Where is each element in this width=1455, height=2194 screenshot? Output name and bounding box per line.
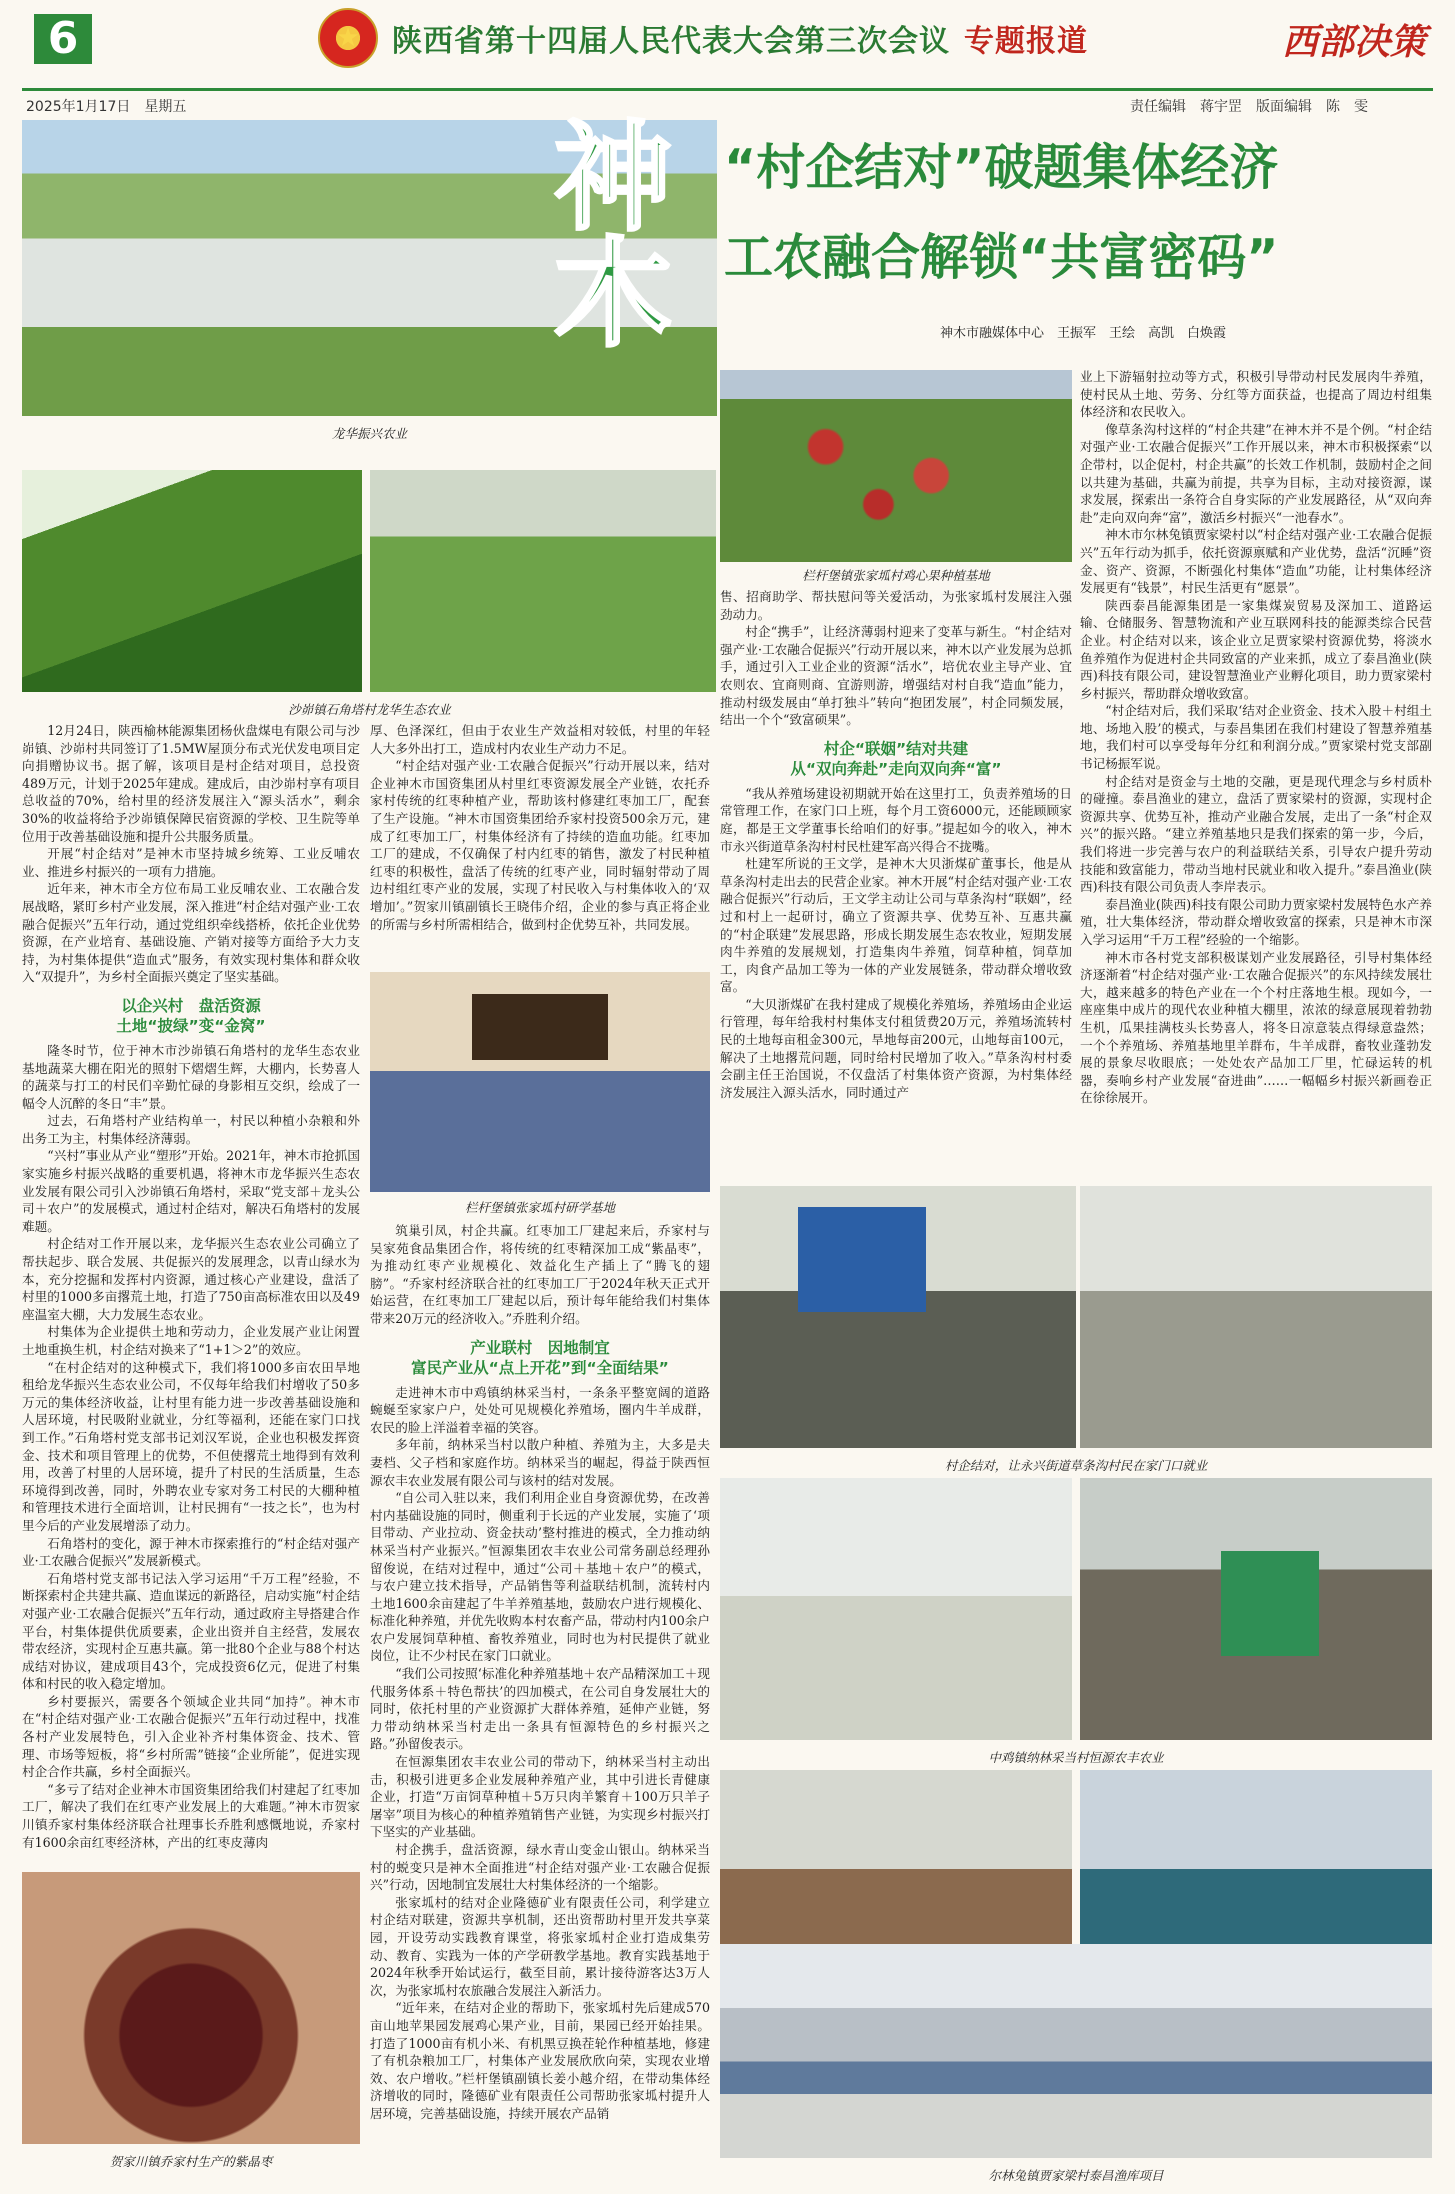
subheading-3: 村企“联姻”结对共建 从“双向奔赴”走向双向奔“富” [790,739,1002,778]
headline-char-mu: 木 [553,225,672,363]
paragraph: “近年来，在结对企业的帮助下，张家坬村先后建成570亩山地苹果园发展鸡心果产业，目前，果园已经开始挂果。打造了1000亩有机小米、有机黑豆换茬轮作种植基地，修建了有机杂粮加工厂，村集体产业发展欣欣向荣，实现农业增效、农户增收。”栏杆堡镇副镇长姜小越介绍，在带动集体经济增收的同时，隆德矿业有限责任公司帮助张家坬村提升人居环境，完善基础设施，持续开展农产品销 [370,2000,710,2121]
paragraph: “自公司入驻以来，我们利用企业自身资源优势，在改善村内基础设施的同时，侧重利于长远的产业发展，实施了‘项目带动、产业拉动、资金扶动’整村推进的模式，全力推动纳林采当村产业振兴。”恒源集团农丰农业公司常务副总经理孙留俊说，在结对过程中，通过“公司＋基地＋农户”的模式，与农户建立技术指导，产品销售等利益联结机制，流转村内土地1600余亩建起了牛羊养殖基地，鼓励农户进行规模化、标准化种养殖，并优先收购本村农畜产品，带动村内100余户农户发展饲草种植、畜牧养殖业，同时也为村民提供了就业岗位，让不少村民在家门口就业。 [370,1490,710,1664]
paragraph: “我们公司按照‘标准化种养殖基地＋农产品精深加工＋现代服务体系＋特色帮扶’的四加模式，在公司自身发展壮大的同时，依托村里的产业资源扩大群体养殖，延伸产业链，努力带动纳林采当村走出一条具有恒源特色的乡村振兴之路。”孙留俊表示。 [370,1666,710,1752]
special-report-label: 专题报道 [964,24,1088,59]
tractor-photo [720,1186,1076,1448]
paragraph: “村企结对后，我们采取‘结对企业资金、技术入股＋村组土地、场地入股’的模式，与泰昌集团在我们村建设了智慧养殖基地，我们村可以享受每年分红和利润分成。”贾家梁村党支部副书记杨振军说。 [1080,703,1432,772]
paragraph: “多亏了结对企业神木市国资集团给我们村建起了红枣加工厂，解决了我们在红枣产业发展上的大难题。”神木市贺家川镇乔家村集体经济联合社理事长乔胜利感慨地说，乔家村有1600余亩红枣经济林，产出的红枣皮薄肉 [22,1781,360,1850]
farm-caption: 龙华振兴农业 [331,426,407,441]
paragraph: 售、招商助学、帮扶慰问等关爱活动，为张家坬村发展注入强劲动力。 [720,589,1072,622]
paragraph: “在村企结对的这种模式下，我们将1000多亩农田旱地租给龙华振兴生态农业公司，不仅每年给我们村增收了50多万元的集体经济收益，让村里有能力进一步改善基础设施和人居环境，村民吸附业就业，分红等福利，还能在家门口找到工作。”石角塔村党支部书记刘汉军说，企业也积极发挥资金、技术和项目管理上的优势，不但使撂荒土地得到有效利用，改善了村里的人居环境，提升了村民的生活质量，生态环境得到改善，同时，外聘农业专家对务工村民的大棚种植和管理技术进行全面培训，让村民拥有“一技之长”，也为村里今后的产业发展增添了动力。 [22,1359,360,1533]
subheading-2: 产业联村 因地制宜 富民产业从“点上开花”到“全面结果” [411,1338,669,1377]
paragraph: 杜建军所说的王文学，是神木大贝浙煤矿董事长，他是从草条沟村走出去的民营企业家。神木开展“村企结对强产业·工农融合促振兴”行动后，王文学主动让公司与草条沟村“联姻”，经过和村上一起研讨，确立了资源共享、优势互补、互惠共赢的“村企联建”发展思路，形成长期发展生态农牧业，短期发展肉牛养殖的发展规划，打造集肉牛养殖，饲草种植，饲草加工，肉食产品加工等为一体的产业发展链条，带动群众增收致富。 [720,856,1072,995]
section-title: 陕西省第十四届人民代表大会第三次会议 专题报道 [392,24,1088,59]
jujube-photo [22,1872,360,2144]
page-number: 6 [34,14,92,64]
paragraph: 走进神木市中鸡镇纳林采当村，一条条平整宽阔的道路蜿蜒至家家户户，处处可见规模化养殖场，圈内牛羊成群，农民的脸上洋溢着幸福的笑容。 [370,1384,710,1435]
paragraph: 在恒源集团农丰农业公司的带动下，纳林采当村主动出击，积极引进更多企业发展种养殖产业，其中引进长青健康企业，打造“万亩饲草种植＋5万只肉羊繁育＋100万只羊子屠宰”项目为核心的种植养殖销售产业链，为实现乡村振兴打下坚实的产业基础。 [370,1754,710,1840]
paragraph: 陕西泰昌能源集团是一家集煤炭贸易及深加工、道路运输、仓储服务、智慧物流和产业互联网科技的能源类综合民营企业。村企结对以来，该企业立足贾家梁村资源优势，将淡水鱼养殖作为促进村企共同致富的产业来抓，成立了泰昌渔业(陕西)科技有限公司，建设智慧渔业产业孵化项目，助力贾家梁村乡村振兴，帮助群众增收致富。 [1080,597,1432,701]
greenhouse-photo [370,470,716,692]
worker-photo [1080,1186,1432,1448]
paragraph: 像草条沟村这样的“村企共建”在神木并不是个例。“村企结对强产业·工农融合促振兴”工作开展以来，神木市积极探索“以企带村，以企促村，村企共赢”的长效工作机制，鼓励村企之间以共建为基础，共赢为前提，共享为目标，主动对接资源，谋求发展，探索出一条符合自身实际的产业发展路径，从“双向奔赴”走向双向奔“富”，激活乡村振兴“一池春水”。 [1080,421,1432,525]
paragraph: 近年来，神木市全方位布局工业反哺农业、工农融合发展战略，紧盯乡村产业发展，深入推进“村企结对强产业·工农融合促振兴”五年行动，通过党组织牵线搭桥，依托企业优势资源，在产业培育、基础设施、产销对接等方面给予大力支持，为村集体提供“造血式”服务，有效实现村集体和群众收入“双提升”，为乡村全面振兴奠定了坚实基础。 [22,881,360,985]
pepper-caption: 沙峁镇石角塔村龙华生态农业 [288,702,451,717]
apple-caption: 栏杆堡镇张家坬村鸡心果种植基地 [802,568,990,583]
newspaper-masthead: 西部决策 [1282,21,1427,63]
paragraph: 乡村要振兴，需要各个领域企业共同“加持”。神木市在“村企结对强产业·工农融合促振兴”五年行动过程中，找准各村产业发展特色，引入企业补齐村集体资金、技术、管理、市场等短板，将“乡村所需”链接“企业所能”，促进实现村企合作共赢，乡村全面振兴。 [22,1693,360,1780]
paragraph: 石角塔村的变化，源于神木市探索推行的“村企结对强产业·工农融合促振兴”发展新模式。 [22,1535,360,1569]
aerial-photo [720,1944,1432,2158]
paragraph: 神木市各村党支部积极谋划产业发展路径，引导村集体经济逐渐着“村企结对强产业·工农融合促振兴”的东风持续发展壮大，越来越多的特色产业在一个个村庄落地生根。现如今，一座座集中成片的现代农业种植大棚里，浓浓的绿意展现着勃勃生机，瓜果挂满枝头长势喜人，将冬日凉意装点得绿意盎然；一个个养殖场、养殖基地里羊群布，牛羊成群，畜牧业蓬勃发展的景象尽收眼底；一处处农产品加工厂里，忙碌运转的机器，奏响乡村产业发展“奋进曲”……一幅幅乡村振兴新画卷正在徐徐展开。 [1080,949,1432,1106]
paragraph: 业上下游辐射拉动等方式，积极引导带动村民发展肉牛养殖，使村民从土地、劳务、分红等方面获益，也提高了周边村组集体经济和农民收入。 [1080,369,1432,420]
barn-caption: 中鸡镇纳林采当村恒源农丰农业 [988,1750,1164,1765]
livestock-barn-photo [720,1478,1072,1740]
aerial-caption: 尔林兔镇贾家梁村泰昌渔库项目 [988,2168,1164,2183]
pepper-photo [22,470,362,692]
article-column-1 [22,722,360,1862]
paragraph: 石角塔村党支部书记法入学习运用“千万工程”经验，不断探索村企共建共赢、造血谋远的新路径，启动实施“村企结对强产业·工农融合促振兴”五年行动，通过政府主导搭建合作平台，村集体提供优质要素，企业出资并自主经营，发展农带农经济，实现村企互惠共赢。第一批80个企业与88个村达成结对协议，建成项目43个，完成投资6亿元，促进了村集体和村民的收入稳定增加。 [22,1570,360,1692]
paragraph: 村集体为企业提供土地和劳动力，企业发展产业让闲置土地重换生机，村企结对换来了“1+1＞2”的效应。 [22,1324,360,1357]
article-column-4 [1080,368,1432,1178]
article-column-2-top [370,722,710,970]
paragraph: 村企携手，盘活资源，绿水青山变金山银山。纳林采当村的蜕变只是神木全面推进“村企结对强产业·工农融合促振兴”行动，因地制宜发展壮大村集体经济的一个缩影。 [370,1842,710,1893]
issue-date: 2025年1月17日 星期五 [26,99,187,115]
jujube-caption: 贺家川镇乔家村生产的紫晶枣 [109,2154,273,2169]
paragraph: 村企结对工作开展以来，龙华振兴生态农业公司确立了帮扶起步、联合发展、共促振兴的发展理念，以青山绿水为本，充分挖掘和发挥村内资源，通过核心产业建设，盘活了村里的1000多亩撂荒土地，打造了750亩高标准农田以及49座温室大棚，大力发展生态农业。 [22,1236,360,1322]
byline: 神木市融媒体中心 王振军 王绘 高凯 白焕霞 [940,326,1227,341]
feed-tractor-photo [1080,1478,1432,1740]
paragraph: “大贝浙煤矿在我村建成了规模化养殖场，养殖场由企业运行管理，每年给我村村集体支付租赁费20万元，养殖场流转村民的土地每亩租金300元，旱地每亩200元，山地每亩100元，解决了土地撂荒问题，同时给村民增加了收入。”草条沟村村委会副主任王治国说，不仅盘活了村集体资产资源，为村集体经济发展注入源头活水，同时通过产 [720,996,1072,1100]
paragraph: “村企结对强产业·工农融合促振兴”行动开展以来，结对企业神木市国资集团从村里红枣资源发展全产业链，农托乔家村传统的红枣种植产业，帮助该村修建红枣加工厂，配套了生产设施。“神木市国资集团给乔家村投资500余万元，建成了红枣加工厂，村集体经济有了持续的造血功能。红枣加工厂的建成，不仅确保了村内红枣的销售，激发了村民种植红枣的积极性，盘活了传统的红枣产业，同时辐射带动了周边村组红枣产业的发展，实现了村民收入与村集体收入的‘双增加’。”贺家川镇副镇长王晓伟介绍，企业的参与真正将企业的所需与乡村所需相结合，做到村企优势互补，共同发展。 [370,758,710,932]
tractor-caption: 村企结对，让永兴街道草条沟村民在家门口就业 [944,1458,1208,1473]
headline-line1: “村企结对”破题集体经济 [724,139,1279,196]
article-column-3 [720,588,1072,1178]
paragraph: 隆冬时节，位于神木市沙峁镇石角塔村的龙华生态农业基地蔬菜大棚在阳光的照射下熠熠生辉，大棚内，长势喜人的蔬菜与打工的村民们辛勤忙碌的身影相互交织，绘成了一幅令人沉醉的冬日“丰”景。 [22,1042,360,1111]
headline-line2: 工农融合解锁“共富密码” [724,229,1279,286]
paragraph: 厚、色泽深红，但由于农业生产效益相对较低，村里的年轻人大多外出打工，造成村内农业生产动力不足。 [370,723,710,756]
study-base-caption: 栏杆堡镇张家坬村研学基地 [464,1200,615,1215]
paragraph: 多年前，纳林采当村以散户种植、养殖为主，大多是夫妻档、父子档和家庭作坊。纳林采当的崛起，得益于陕西恒源农丰农业发展有限公司与该村的结对发展。 [370,1437,710,1488]
paragraph: 筑巢引凤，村企共赢。红枣加工厂建起来后，乔家村与吴家苑食品集团合作，将传统的红枣精深加工成“紫晶枣”，为推动红枣产业规模化、效益化生产插上了“腾飞的翅膀”。“乔家村经济联合社的红枣加工厂于2024年秋天正式开始运营，在红枣加工厂建起以后，预计每年能给我们村集体带来20万元的经济收入。”乔胜利介绍。 [370,1223,710,1326]
paragraph: 泰昌渔业(陕西)科技有限公司助力贾家梁村发展特色水产养殖，壮大集体经济，带动群众增收致富的探索，只是神木市深入学习运用“千万工程”经验的一个缩影。 [1080,896,1432,947]
paragraph: “兴村”事业从产业“塑形”开始。2021年，神木市抢抓国家实施乡村振兴战略的重要机遇，将神木市龙华振兴生态农业发展有限公司引入沙峁镇石角塔村，采取“党支部＋龙头公司＋农户”的发展模式，通过村企结对，解决石角塔村的发展难题。 [22,1148,360,1234]
paragraph: 开展“村企结对”是神木市坚持城乡统筹、工业反哺农业、推进乡村振兴的一项有力措施。 [22,846,360,879]
editor-credits: 责任编辑 蒋宇罡 版面编辑 陈 雯 [1130,99,1368,115]
paragraph: 村企结对是资金与土地的交融，更是现代理念与乡村质朴的碰撞。泰昌渔业的建立，盘活了贾家梁村的资源，实现村企资源共享、优势互补，推动产业融合发展，走出了一条“村企双兴”的振兴路。“建立养殖基地只是我们探索的第一步，今后，我们将进一步完善与农户的利益联结关系，引导农户提升劳动技能和致富能力，带动当地村民就业和收入提升。”泰昌渔业(陕西)科技有限公司负责人李岸表示。 [1080,773,1432,895]
paragraph: 神木市尔林兔镇贾家梁村以“村企结对强产业·工农融合促振兴”五年行动为抓手，依托资源禀赋和产业优势，盘活“沉睡”资金、资产、资源，不断强化村集体“造血”功能，让村集体经济发展更有“钱景”，村民生活更有“愿景”。 [1080,527,1432,596]
paragraph: 张家坬村的结对企业隆德矿业有限责任公司，利学建立村企结对联建，资源共享机制，还出资帮助村里开发共享菜园，开设劳动实践教育课堂，将张家坬村企业打造成集劳动、教育、实践为一体的产学研教学基地。教育实践基地于2024年秋季开始试运行，截至目前，累计接待游客达3万人次，为张家坬村农旅融合发展注入新活力。 [370,1894,710,1998]
paragraph: 过去，石角塔村产业结构单一，村民以种植小杂粮和外出务工为主，村集体经济薄弱。 [22,1113,360,1146]
headline-char-shen: 神 [553,109,672,247]
header-rule [22,88,1433,91]
article-column-2-bottom [370,1222,710,2162]
paragraph: 村企“携手”，让经济薄弱村迎来了变革与新生。“村企结对强产业·工农融合促振兴”行动开展以来，神木以产业发展为总抓手，通过引入工业企业的资源“活水”，培优农业主导产业、宜农则农、宜商则商、宜游则游，增强结对村自我“造血”能力，推动村级发展由“单打独斗”转向“抱团发展”，村企同频发展，结出一个个“致富硕果”。 [720,624,1072,728]
subheading-1: 以企兴村 盘活资源 土地“披绿”变“金窝” [116,996,266,1035]
study-base-photo [370,972,710,1192]
paragraph: 12月24日，陕西榆林能源集团杨伙盘煤电有限公司与沙峁镇、沙峁村共同签订了1.5MW屋顶分布式光伏发电项目定向捐赠协议书。据了解，该项目是村企结对项目，总投资489万元，计划于2025年建成。建成后，由沙峁村享有项目总收益的70%，给村里的经济发展注入“源头活水”，剩余30%的收益将给予沙峁镇保障民宿资源的学校、卫生院等单位用于改善基础设施和提升公共服务质量。 [22,723,360,844]
national-emblem-icon: ★ [318,8,378,68]
apple-orchard-photo [720,370,1072,562]
paragraph: “我从养殖场建设初期就开始在这里打工，负责养殖场的日常管理工作，在家门口上班，每个月工资6000元，还能顾顾家庭，都是王文学董事长给咱们的好事。”提起如今的收入，神木市永兴街道草条沟村村民杜建军高兴得合不拢嘴。 [720,785,1072,854]
